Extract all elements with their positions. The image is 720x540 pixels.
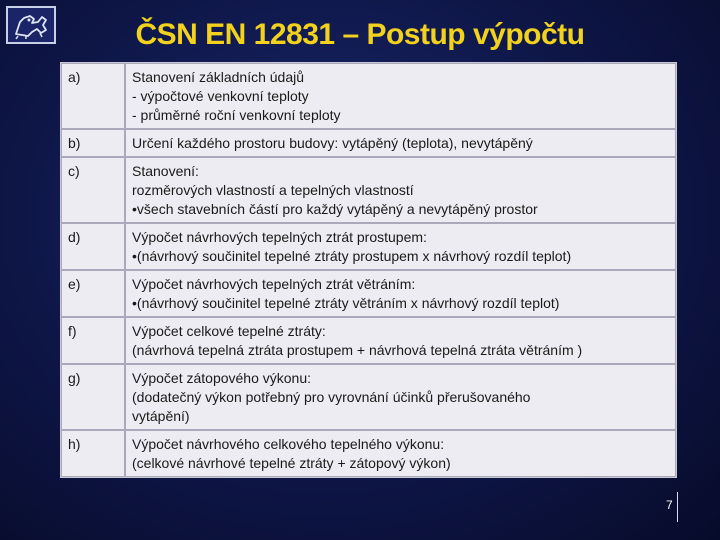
step-line: Výpočet celkové tepelné ztráty: xyxy=(132,323,326,339)
step-line: •(návrhový součinitel tepelné ztráty prostupem x návrhový rozdíl teplot) xyxy=(132,248,572,264)
step-row xyxy=(61,430,676,477)
step-line: (celkové návrhové tepelné ztráty + zátopový výkon) xyxy=(132,455,451,471)
step-letter: d) xyxy=(61,223,125,270)
step-description xyxy=(125,270,676,317)
page-number: 7 xyxy=(666,498,673,512)
step-line: vytápění) xyxy=(132,408,190,424)
step-line: •všech stavebních částí pro každý vytápěný a nevytápěný prostor xyxy=(132,201,538,217)
step-row xyxy=(61,129,676,157)
step-description xyxy=(125,157,676,223)
step-row xyxy=(61,364,676,430)
steps-table xyxy=(60,62,677,478)
step-line: •(návrhový součinitel tepelné ztráty větráním x návrhový rozdíl teplot) xyxy=(132,295,560,311)
step-line: (návrhová tepelná ztráta prostupem + návrhová tepelná ztráta větráním ) xyxy=(132,342,583,358)
step-line: Stanovení základních údajů xyxy=(132,69,305,85)
step-letter: g) xyxy=(61,364,125,430)
page-title: ČSN EN 12831 – Postup výpočtu xyxy=(135,18,585,51)
step-row xyxy=(61,317,676,364)
step-letter: a) xyxy=(61,63,125,129)
step-line: Výpočet návrhových tepelných ztrát větráním: xyxy=(132,276,416,292)
step-description xyxy=(125,364,676,430)
step-letter: f) xyxy=(61,317,125,364)
step-line: - průměrné roční venkovní teploty xyxy=(132,107,341,123)
step-letter: b) xyxy=(61,129,125,157)
step-line: Výpočet návrhových tepelných ztrát prostupem: xyxy=(132,229,427,245)
step-description xyxy=(125,223,676,270)
step-row xyxy=(61,63,676,129)
step-line: Stanovení: xyxy=(132,163,199,179)
step-description xyxy=(125,317,676,364)
step-line: Výpočet návrhového celkového tepelného výkonu: xyxy=(132,436,445,452)
step-line: rozměrových vlastností a tepelných vlastností xyxy=(132,182,414,198)
step-line: Výpočet zátopového výkonu: xyxy=(132,370,312,386)
step-row xyxy=(61,270,676,317)
step-letter: h) xyxy=(61,430,125,477)
page-number-divider xyxy=(677,492,678,522)
step-line: (dodatečný výkon potřebný pro vyrovnání účinků přerušovaného xyxy=(132,389,531,405)
step-line: Určení každého prostoru budovy: vytápěný (teplota), nevytápěný xyxy=(132,135,533,151)
step-row xyxy=(61,157,676,223)
step-description xyxy=(125,430,676,477)
step-line: - výpočtové venkovní teploty xyxy=(132,88,309,104)
step-description xyxy=(125,63,676,129)
step-row xyxy=(61,223,676,270)
step-letter: c) xyxy=(61,157,125,223)
step-description xyxy=(125,129,676,157)
step-letter: e) xyxy=(61,270,125,317)
